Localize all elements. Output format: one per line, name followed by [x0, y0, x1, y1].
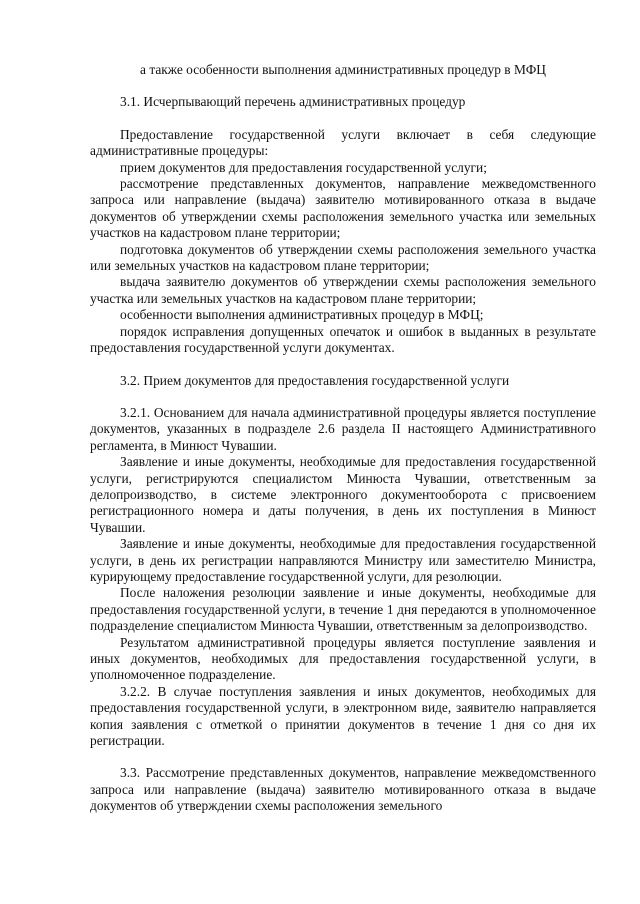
- paragraph: 3.2.1. Основанием для начала административной процедуры является поступление документов, указанных в подразделе 2.6 раздела II настоящего Административного регламента, в Минюст Чувашии.: [90, 404, 596, 453]
- heading-3-3: 3.3. Рассмотрение представленных документов, направление межведомственного запроса или направление (выдача) заявителю мотивированного отказа в выдаче документов об утверждении схемы расположения земельного: [90, 765, 596, 814]
- list-item: подготовка документов об утверждении схемы расположения земельного участка или земельных участков на кадастровом плане территории;: [90, 241, 596, 274]
- paragraph: 3.2.2. В случае поступления заявления и иных документов, необходимых для предоставления государственной услуги, в электронном виде, заявителю направляется копия заявления с отметкой о принятии документов в течение 1 дня со дня их регистрации.: [90, 683, 596, 749]
- list-item: порядок исправления допущенных опечаток и ошибок в выданных в результате предоставления государственной услуги документах.: [90, 323, 596, 356]
- paragraph: Заявление и иные документы, необходимые для предоставления государственной услуги, регистрируются специалистом Минюста Чувашии, ответственным за делопроизводство, в системе электронного документооборота с присвоением регистрационного номера и даты получения, в день их поступления в Минюст Чувашии.: [90, 454, 596, 535]
- paragraph: Заявление и иные документы, необходимые для предоставления государственной услуги, в день их регистрации направляются Министру или заместителю Министра, курирующему предоставление государственной услуги, для резолюции.: [90, 536, 596, 584]
- list-item: выдача заявителю документов об утверждении схемы расположения земельного участка или земельных участков на кадастровом плане территории;: [90, 274, 596, 306]
- paragraph: Результатом административной процедуры является поступление заявления и иных документов, необходимых для предоставления государственной услуги, в уполномоченное подразделение.: [90, 634, 596, 683]
- list-item: прием документов для предоставления государственной услуги;: [120, 159, 487, 175]
- paragraph: После наложения резолюции заявление и иные документы, необходимые для предоставления государственной услуги, в течение 1 дня передаются в уполномоченное подразделение специалистом Минюста Чувашии, ответственным за делопроизводство.: [90, 585, 596, 634]
- intro-paragraph: Предоставление государственной услуги включает в себя следующие административные процедуры:: [90, 126, 596, 159]
- heading-3-1: 3.1. Исчерпывающий перечень административных процедур: [120, 94, 466, 110]
- heading-3-2: 3.2. Прием документов для предоставления государственной услуги: [120, 372, 510, 388]
- list-item: рассмотрение представленных документов, направление межведомственного запроса или направление (выдача) заявителю мотивированного отказа в выдаче документов об утверждении схемы расположения земельного участка или земельных участков на кадастровом плане территории;: [90, 176, 596, 241]
- list-item: особенности выполнения административных процедур в МФЦ;: [120, 307, 484, 323]
- section-title-continuation: а также особенности выполнения административных процедур в МФЦ: [140, 62, 546, 77]
